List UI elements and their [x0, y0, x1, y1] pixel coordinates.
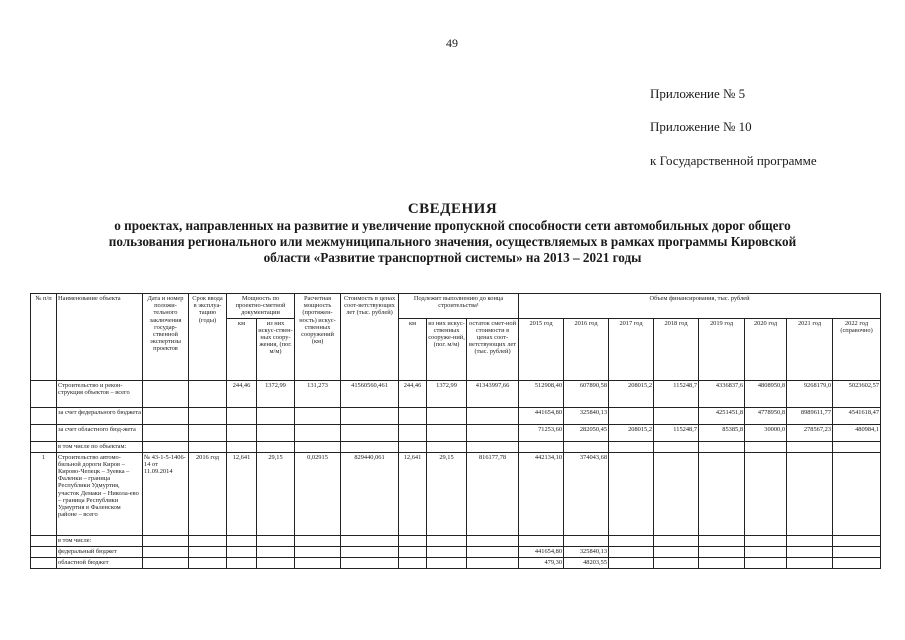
cell: 0,02915 [295, 452, 341, 535]
cell: 1372,99 [257, 380, 295, 407]
table-row [31, 546, 881, 557]
cell: 442134,10 [519, 452, 564, 535]
appendix-label-2: Приложение № 10 [650, 119, 752, 134]
projects-table [30, 293, 881, 569]
header-cap-art: из них искус-ствен-ных соору-жения, (пог. м/м) [257, 318, 295, 380]
cell: 282050,45 [564, 424, 609, 441]
cell: 41560560,461 [341, 380, 399, 407]
cell [654, 407, 699, 424]
cell: 85385,8 [699, 424, 745, 441]
cell: 829440,061 [341, 452, 399, 535]
header-term: Срок ввода в эксплуа-тацию (годы) [189, 294, 227, 381]
cell: 5023602,57 [833, 380, 881, 407]
cell: 29,15 [427, 452, 467, 535]
header-cost: Стоимость в ценах соот-ветствующих лет (тыс. рублей) [341, 294, 399, 381]
header-funding: Объем финансирования, тыс. рублей [519, 294, 881, 319]
cell: № 43-1-5-1406-14 от 11.09.2014 [143, 452, 189, 535]
cell: 512908,40 [519, 380, 564, 407]
cell: 208015,2 [609, 380, 654, 407]
header-num: № п/п [31, 294, 57, 381]
cell: 278567,23 [787, 424, 833, 441]
header-date: Дата и номер положи-тельного заключения государ-ственной экспертизы проектов [143, 294, 189, 381]
cell: 48203,55 [564, 557, 609, 568]
table-row [31, 380, 881, 407]
appendix-label-3: к Государственной программе [650, 153, 817, 168]
table-row [31, 535, 881, 546]
page-number: 49 [446, 36, 458, 50]
document-title-block [0, 201, 905, 266]
header-year: 2021 год [787, 318, 833, 380]
document-subtitle-1: о проектах, направленных на развитие и увеличение пропускной способности сети автомобильных дорог общего [114, 218, 791, 233]
header-year: 2016 год [564, 318, 609, 380]
cell: 2016 год [189, 452, 227, 535]
cell: 131,273 [295, 380, 341, 407]
cell: 4541618,47 [833, 407, 881, 424]
header-rem-km: км [399, 318, 427, 380]
cell: 480984,1 [833, 424, 881, 441]
cell: 12,641 [227, 452, 257, 535]
cell: 607890,58 [564, 380, 609, 407]
cell: 325840,13 [564, 546, 609, 557]
row-name: в том числе: [57, 535, 143, 546]
row-name: за счет федерального бюджета [57, 407, 143, 424]
cell: 4251451,8 [699, 407, 745, 424]
cell: 479,30 [519, 557, 564, 568]
row-name: федеральный бюджет [57, 546, 143, 557]
cell: 816177,78 [467, 452, 519, 535]
header-year: 2018 год [654, 318, 699, 380]
cell: 325840,13 [564, 407, 609, 424]
header-year: 2015 год [519, 318, 564, 380]
document-title: СВЕДЕНИЯ [407, 201, 498, 217]
table-row [31, 441, 881, 452]
cell: 9268179,0 [787, 380, 833, 407]
cell: 71253,60 [519, 424, 564, 441]
header-remaining: Подлежит выполнению до конца строительства¹ [399, 294, 519, 319]
cell: 244,46 [399, 380, 427, 407]
cell: 244,46 [227, 380, 257, 407]
table-row [31, 452, 881, 535]
header-rem-art: из них искус-ственных сооруже-ний, (пог. м/м) [427, 318, 467, 380]
row-name: Строительство автомо-бильной дороги Киров – Кирово-Чепецк – Зуевка – Фаленки – граница Республики Удмуртия, участок Демаки – Никола-ево – граница Республики Удмуртия в Фаленском районе – всего [57, 452, 143, 535]
cell: 115248,7 [654, 380, 699, 407]
cell: 115248,7 [654, 424, 699, 441]
row-name: в том числе по объектам: [57, 441, 143, 452]
table-row [31, 424, 881, 441]
document-subtitle-3: области «Развитие транспортной системы» на 2013 – 2021 годы [263, 250, 642, 265]
row-name: областной бюджет [57, 557, 143, 568]
header-year: 2017 год [609, 318, 654, 380]
cell: 1372,99 [427, 380, 467, 407]
cell: 4336837,6 [699, 380, 745, 407]
cell: 441654,80 [519, 407, 564, 424]
header-calc-capacity: Расчетная мощность (протяжен-ность) искус-ственных сооружений (км) [295, 294, 341, 381]
row-name: Строительство и рекон-струкция объектов – всего [57, 380, 143, 407]
appendix-label-1: Приложение № 5 [650, 86, 746, 101]
header-year: 2020 год [745, 318, 787, 380]
cell: 441654,80 [519, 546, 564, 557]
row-number: 1 [31, 452, 57, 535]
header-capacity-docs: Мощность по проектно-сметной документации [227, 294, 295, 319]
cell: 208015,2 [609, 424, 654, 441]
header-year: 2019 год [699, 318, 745, 380]
cell: 12,641 [399, 452, 427, 535]
cell [609, 407, 654, 424]
cell: 30000,0 [745, 424, 787, 441]
cell: 8989611,77 [787, 407, 833, 424]
cell: 41343997,66 [467, 380, 519, 407]
cell: 4808950,8 [745, 380, 787, 407]
header-rem-cost: остаток смет-ной стоимости в ценах соот-ветствующих лет (тыс. рублей) [467, 318, 519, 380]
cell: 29,15 [257, 452, 295, 535]
cell: 374043,68 [564, 452, 609, 535]
document-subtitle-2: пользования регионального или межмуниципального значения, осуществляемых в рамках программы Кировской [108, 234, 797, 249]
table-row [31, 407, 881, 424]
cell: 4778950,8 [745, 407, 787, 424]
header-year: 2022 год (справочно) [833, 318, 881, 380]
header-cap-km: км [227, 318, 257, 380]
table-row [31, 557, 881, 568]
row-name: за счет областного бюд-жета [57, 424, 143, 441]
header-name: Наименование объекта [57, 294, 143, 381]
